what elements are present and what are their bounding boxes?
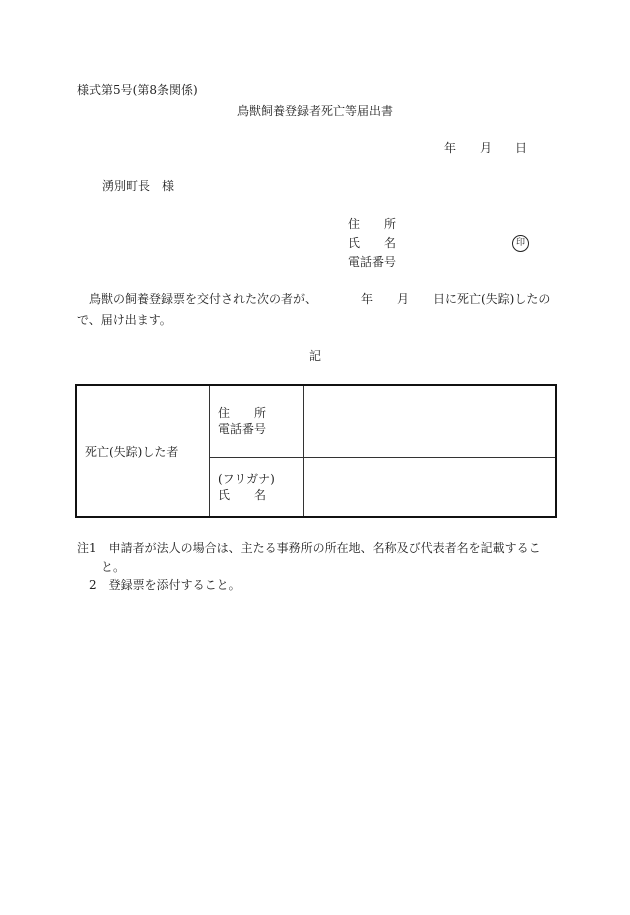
applicant-phone-label: 電話番号 <box>348 255 397 269</box>
furigana-name-value-cell[interactable] <box>304 457 557 517</box>
furigana-label: (フリガナ) <box>218 471 275 486</box>
document-title: 鳥獣飼養登録者死亡等届出書 <box>237 104 394 118</box>
date-day: 日 <box>515 141 528 155</box>
seal-mark: 印 <box>512 235 529 252</box>
date-month: 月 <box>480 141 493 155</box>
date-year: 年 <box>444 141 457 155</box>
name-label: 氏 名 <box>218 487 267 502</box>
phone-label: 電話番号 <box>218 422 267 437</box>
applicant-address-label: 住 所 <box>348 217 397 231</box>
form-number: 様式第5号(第8条関係) <box>77 83 198 97</box>
body-line1-b: 日に死亡(失踪)したの <box>433 292 551 306</box>
body-line2: で、届け出ます。 <box>77 313 172 327</box>
body-line1-a: 鳥獣の飼養登録票を交付された次の者が、 <box>89 292 318 306</box>
deceased-info-table <box>75 384 557 518</box>
note-2: 2 登録票を添付すること。 <box>89 578 241 592</box>
row-header: 死亡(失踪)した者 <box>76 385 210 517</box>
addressee: 湧別町長 様 <box>102 179 175 193</box>
address-label: 住 所 <box>218 406 267 421</box>
furigana-name-label-cell <box>210 457 304 517</box>
body-line1-year: 年 <box>361 292 374 306</box>
address-phone-label-cell <box>210 385 304 457</box>
note-1-continued: と。 <box>101 560 126 574</box>
body-line1-month: 月 <box>397 292 410 306</box>
address-phone-value-cell[interactable] <box>304 385 557 457</box>
ki-heading: 記 <box>309 349 322 363</box>
applicant-name-label: 氏 名 <box>348 236 397 250</box>
note-1: 注1 申請者が法人の場合は、主たる事務所の所在地、名称及び代表者名を記載するこ <box>77 541 541 555</box>
